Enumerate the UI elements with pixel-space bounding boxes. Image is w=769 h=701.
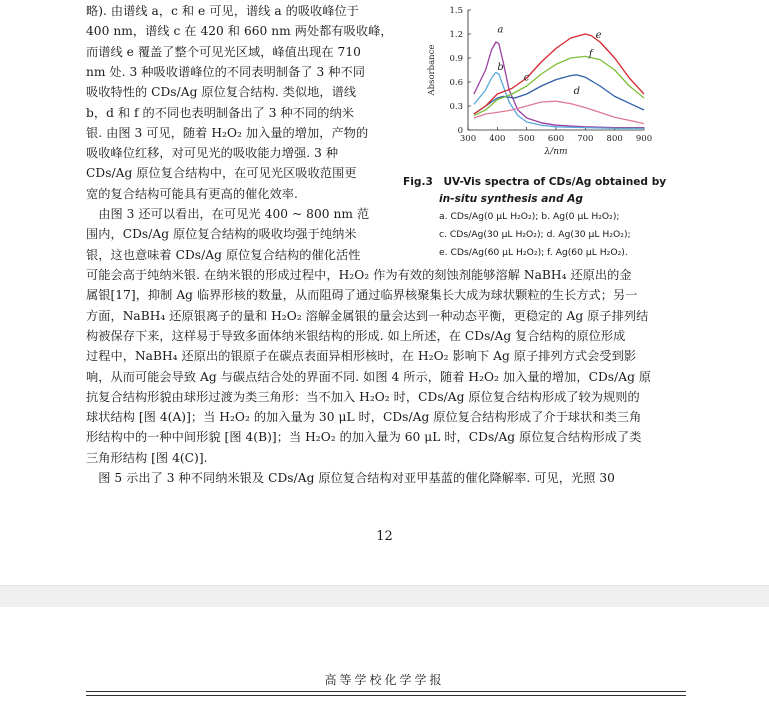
- header-rule: [86, 691, 686, 692]
- x-tick-label: 600: [547, 134, 565, 144]
- text-line: 方面，NaBH₄ 还原银离子的量和 H₂O₂ 溶解金属银的量会达到一种动态平衡，更稳定的 Ag 原子排列结: [86, 308, 649, 323]
- text-line: 可能会高于纯纳米银. 在纳米银的形成过程中，H₂O₂ 作为有效的刻蚀剂能够溶解 NaBH₄ 还原出的金: [86, 268, 632, 282]
- text-line: 围内，CDs/Ag 原位复合结构的吸收均强于纯纳米: [86, 227, 357, 242]
- text-line: 图 5 示出了 3 种不同纳米银及 CDs/Ag 原位复合结构对亚甲基蓝的催化降解率. 可见，光照 30: [86, 471, 615, 485]
- y-tick-label: 1.5: [449, 6, 463, 16]
- text-line: 吸收峰位红移，对可见光的吸收能力增强. 3 种: [86, 146, 339, 161]
- journal-header: 高等学校化学学报: [324, 673, 445, 687]
- x-tick-label: 800: [606, 134, 623, 144]
- curve-label-b: b: [497, 62, 504, 73]
- text-line: 400 nm，谱线 c 在 420 和 660 nm 两处都有吸收峰，: [86, 24, 393, 39]
- caption-title-2: in-situ synthesis and Ag: [439, 193, 584, 205]
- y-tick-label: 0.6: [449, 78, 463, 88]
- series-line-c: [474, 75, 644, 114]
- x-tick-label: 700: [577, 134, 594, 144]
- header-rule: [86, 695, 686, 696]
- y-tick-label: 0: [457, 126, 463, 136]
- caption-line: e. CDs/Ag(60 μL H₂O₂); f. Ag(60 μL H₂O₂).: [439, 247, 628, 258]
- text-line: 吸收特性的 CDs/Ag 原位复合结构. 类似地，谱线: [86, 85, 357, 100]
- curve-label-f: f: [588, 48, 593, 60]
- text-line: nm 处. 3 种吸收谱峰位的不同表明制备了 3 种不同: [86, 64, 365, 79]
- uv-vis-chart: [420, 2, 656, 172]
- x-tick-label: 400: [489, 134, 506, 144]
- figure-caption: [403, 174, 693, 262]
- curve-label-e: e: [595, 30, 602, 41]
- series-line-b: [474, 72, 644, 128]
- page-number: 12: [376, 529, 393, 544]
- series-line-d: [474, 101, 644, 123]
- page-2: [0, 607, 769, 701]
- text-line: 响，从而可能会导致 Ag 与碳点结合处的界面不同. 如图 4 所示，随着 H₂O₂ 加入量的增加，CDs/Ag 原: [86, 369, 652, 384]
- text-line: 球状结构 [图 4(A)]；当 H₂O₂ 的加入量为 30 μL 时，CDs/Ag 原位复合结构形成了介于球状和类三角: [86, 410, 642, 425]
- y-tick-label: 0.3: [449, 102, 463, 112]
- text-line: 由图 3 还可以看出，在可见光 400 ~ 800 nm 范: [86, 207, 370, 221]
- text-line: 形结构中的一种中间形貌 [图 4(B)]；当 H₂O₂ 的加入量为 60 μL 时，CDs/Ag 原位复合结构形成了类: [86, 430, 642, 445]
- x-axis-label: λ/nm: [544, 147, 568, 157]
- text-line: 抗复合结构形貌由球形过渡为类三角形：当不加入 H₂O₂ 时，CDs/Ag 原位复合结构形成了较为规则的: [86, 389, 640, 404]
- x-tick-label: 500: [518, 134, 535, 144]
- text-line: CDs/Ag 原位复合结构中，在可见光区吸收范围更: [86, 166, 357, 181]
- curve-label-c: c: [523, 72, 530, 84]
- text-line: 过程中，NaBH₄ 还原出的银原子在碳点表面异相形核时，在 H₂O₂ 影响下 Ag 原子排列方式会受到影: [86, 349, 637, 364]
- x-tick-label: 300: [459, 134, 477, 144]
- y-tick-label: 0.9: [449, 54, 463, 64]
- y-axis-label: Absorbance: [427, 44, 437, 96]
- text-line: 属银[17]，抑制 Ag 临界形核的数量，从而阻碍了通过临界核聚集长大成为球状颗粒的生长方式；另一: [86, 288, 638, 303]
- text-line: 而谱线 e 覆盖了整个可见光区域，峰值出现在 710: [86, 44, 361, 59]
- text-line: 银，这也意味着 CDs/Ag 原位复合结构的催化活性: [86, 247, 361, 262]
- y-tick-label: 1.2: [449, 30, 463, 40]
- text-line: b，d 和 f 的不同也表明制备出了 3 种不同的纳米: [86, 105, 354, 120]
- caption-line: a. CDs/Ag(0 μL H₂O₂); b. Ag(0 μL H₂O₂);: [439, 211, 620, 222]
- x-tick-label: 900: [635, 134, 653, 144]
- curve-label-d: d: [573, 86, 581, 97]
- page-gap: [0, 585, 769, 609]
- text-line: 银. 由图 3 可见，随着 H₂O₂ 加入量的增加，产物的: [86, 125, 369, 140]
- text-line: 三角形结构 [图 4(C)].: [86, 450, 208, 465]
- text-line: 宽的复合结构可能具有更高的催化效率.: [86, 186, 298, 201]
- curve-label-a: a: [497, 24, 504, 36]
- text-line: 构被保存下来，这样易于导致多面体纳米银结构的形成. 如上所述，在 CDs/Ag 复合结构的原位形成: [86, 328, 626, 343]
- text-line: 略). 由谱线 a，c 和 e 可见，谱线 a 的吸收峰位于: [86, 4, 360, 18]
- caption-title: Fig.3 UV-Vis spectra of CDs/Ag obtained by: [403, 176, 667, 188]
- series-line-a: [474, 42, 644, 128]
- caption-line: c. CDs/Ag(30 μL H₂O₂); d. Ag(30 μL H₂O₂);: [439, 229, 631, 240]
